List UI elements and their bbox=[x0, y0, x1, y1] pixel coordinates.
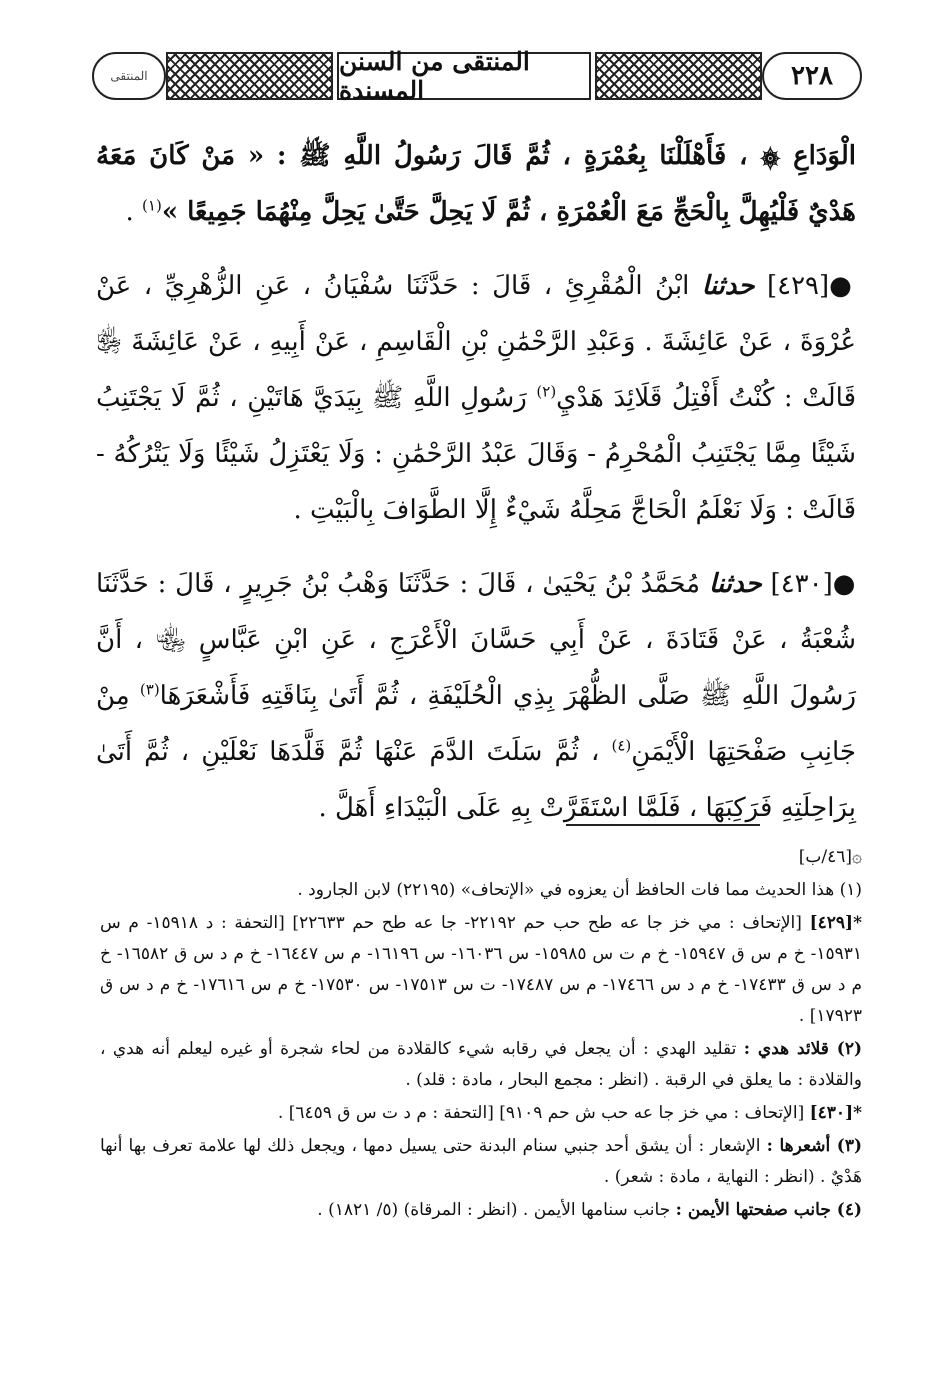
footnote-430-label: *[٤٣٠] bbox=[809, 1103, 862, 1123]
footnote-3-text: الإشعار : أن يشق أحد جنبي سنام البدنة حتى يسيل دمها ، ويجعل ذلك لها علامة تعرف بها أنها هَدْيٌ . (انظر : النهاية ، مادة : شعر) . bbox=[100, 1136, 862, 1187]
footnote-429-text: [الإتحاف : مي خز جا عه طح حب حم ٢٢١٩٢- جا عه طح حم ٢٢٦٣٣] [التحفة : د ١٥٩١٨- م س ١٥٩٣١- خ م س ق ١٥٩٤٧- خ م ت س ١٥٩٨٥- س ١٦٠٣٦- س ١٦١٩٦- م س ١٦٤٤٧- خ م د س ق ١٦٥٨٢- خ م د س ق ١٧٤٣٣- خ م د س ١٧٤٦٦- م س ١٧٤٨٧- ت س ١٧٥١٣- س ١٧٥٣٠- خ م س ١٧٦١٦- خ م د س ق ١٧٩٢٣] . bbox=[100, 913, 862, 1026]
hadith-number: [٤٣٠] bbox=[770, 569, 833, 599]
footnote-2 bbox=[100, 1034, 862, 1096]
footnote-ref-4: (٤) bbox=[611, 736, 632, 755]
footnote-separator bbox=[566, 824, 760, 826]
main-text bbox=[96, 128, 856, 854]
paragraph-1-text: الْوَدَاعِ ۞ ، فَأَهْلَلْنَا بِعُمْرَةٍ ، ثُمَّ قَالَ رَسُولُ اللَّهِ ﷺ : « مَنْ كَانَ مَعَهُ هَدْيٌ فَلْيُهِلَّ بِالْحَجِّ مَعَ الْعُمْرَةِ ، ثُمَّ لَا يَحِلَّ حَتَّىٰ يَحِلَّ مِنْهُمَا جَمِيعًا » bbox=[96, 141, 856, 227]
hadith-429-text-cont: رَسُولِ اللَّهِ ﷺ بِيَدَيَّ هَاتَيْنِ ، ثُمَّ لَا يَجْتَنِبُ شَيْئًا مِمَّا يَجْتَنِبُ الْمُحْرِمُ - وَقَالَ عَبْدُ الرَّحْمَٰنِ : وَلَا يَعْتَزِلُ شَيْئًا وَلَا يَتْرُكُهُ - قَالَتْ : وَلَا نَعْلَمُ الْحَاجَّ مَحِلَّهُ شَيْءٌ إِلَّا الطَّوَافَ بِالْبَيْتِ . bbox=[96, 383, 856, 525]
footnote-429-label: *[٤٢٩] bbox=[809, 913, 862, 933]
footnote-ref-2: (٢) bbox=[536, 382, 557, 401]
folio-marker: ۞[٤٦/ب] bbox=[798, 847, 862, 867]
footnote-429 bbox=[100, 908, 862, 1032]
footnote-ref-1: (١) bbox=[142, 196, 162, 215]
header-ornament-right bbox=[595, 52, 762, 100]
page-header bbox=[88, 47, 862, 105]
hadith-number: [٤٢٩] bbox=[766, 271, 830, 301]
hadith-429-text: ابْنُ الْمُقْرِئِ ، قَالَ : حَدَّثَنَا سُفْيَانُ ، عَنِ الزُّهْرِيِّ ، عَنْ عُرْوَةَ ، عَنْ عَائِشَةَ . وَعَبْدِ الرَّحْمَٰنِ بْنِ الْقَاسِمِ ، عَنْ أَبِيهِ ، عَنْ عَائِشَةَ ﵂ قَالَتْ : كُنْتُ أَفْتِلُ قَلَائِدَ هَدْيِ bbox=[96, 271, 857, 413]
footnotes bbox=[100, 842, 862, 1228]
hadith-430-text-cont: مِنْ جَانِبِ صَفْحَتِهَا الْأَيْمَنِ bbox=[96, 681, 856, 767]
hadith-bullet: ● bbox=[829, 271, 857, 301]
footnote-ref-3: (٣) bbox=[139, 680, 160, 699]
footnote-4-label: (٤) جانب صفحتها الأيمن : bbox=[675, 1200, 862, 1220]
footnote-2-label: (٢) قلائد هدي : bbox=[743, 1039, 862, 1059]
paragraph-1 bbox=[96, 128, 856, 240]
haddathana-label: حدثنا bbox=[708, 569, 762, 599]
footnote-2-text: تقليد الهدي : أن يجعل في رقابه شيء كالقلادة من لحاء شجرة أو غيره ليعلم أنه هدي ، والقلادة : ما يعلق في الرقبة . (انظر : مجمع البحار ، مادة : قلد) . bbox=[100, 1039, 862, 1090]
footnote-430-text: [الإتحاف : مي خز جا عه حب ش حم ٩١٠٩] [التحفة : م د ت س ق ٦٤٥٩] . bbox=[277, 1103, 805, 1123]
hadith-bullet: ● bbox=[832, 569, 857, 599]
page-number: ٢٢٨ bbox=[762, 52, 862, 100]
paragraph-1-end: . bbox=[125, 197, 143, 227]
hadith-429 bbox=[96, 258, 856, 538]
footnote-3 bbox=[100, 1131, 862, 1193]
footnote-3-label: (٣) أشعرها : bbox=[766, 1136, 862, 1156]
series-logo: المنتقى bbox=[92, 52, 166, 100]
hadith-430-text-end: ، ثُمَّ سَلَتَ الدَّمَ عَنْهَا ثُمَّ قَلَّدَهَا نَعْلَيْنِ ، ثُمَّ أَتَىٰ بِرَاحِلَتِهِ فَرَكِبَهَا ، فَلَمَّا اسْتَقَرَّتْ بِهِ عَلَى الْبَيْدَاءِ أَهَلَّ . bbox=[96, 737, 856, 823]
footnote-4-text: جانب سنامها الأيمن . (انظر : المرقاة) (٥/ ١٨٢١) . bbox=[317, 1200, 671, 1220]
book-title: المنتقى من السنن المسندة bbox=[337, 52, 591, 100]
haddathana-label: حدثنا bbox=[701, 271, 755, 301]
hadith-430 bbox=[96, 556, 856, 836]
footnote-4 bbox=[100, 1195, 862, 1226]
footnote-430 bbox=[100, 1098, 862, 1129]
hadith-430-text: مُحَمَّدُ بْنُ يَحْيَىٰ ، قَالَ : حَدَّثَنَا وَهْبُ بْنُ جَرِيرٍ ، قَالَ : حَدَّثَنَا شُعْبَةُ ، عَنْ قَتَادَةَ ، عَنْ أَبِي حَسَّانَ الْأَعْرَجِ ، عَنِ ابْنِ عَبَّاسٍ ﵄ ، أَنَّ رَسُولَ اللَّهِ ﷺ صَلَّى الظُّهْرَ بِذِي الْحُلَيْفَةِ ، ثُمَّ أَتَىٰ بِنَاقَتِهِ فَأَشْعَرَهَا bbox=[96, 569, 857, 711]
footnote-1: (١) هذا الحديث مما فات الحافظ أن يعزوه في «الإتحاف» (٢٢١٩٥) لابن الجارود . bbox=[297, 880, 862, 900]
header-ornament-left bbox=[166, 52, 333, 100]
